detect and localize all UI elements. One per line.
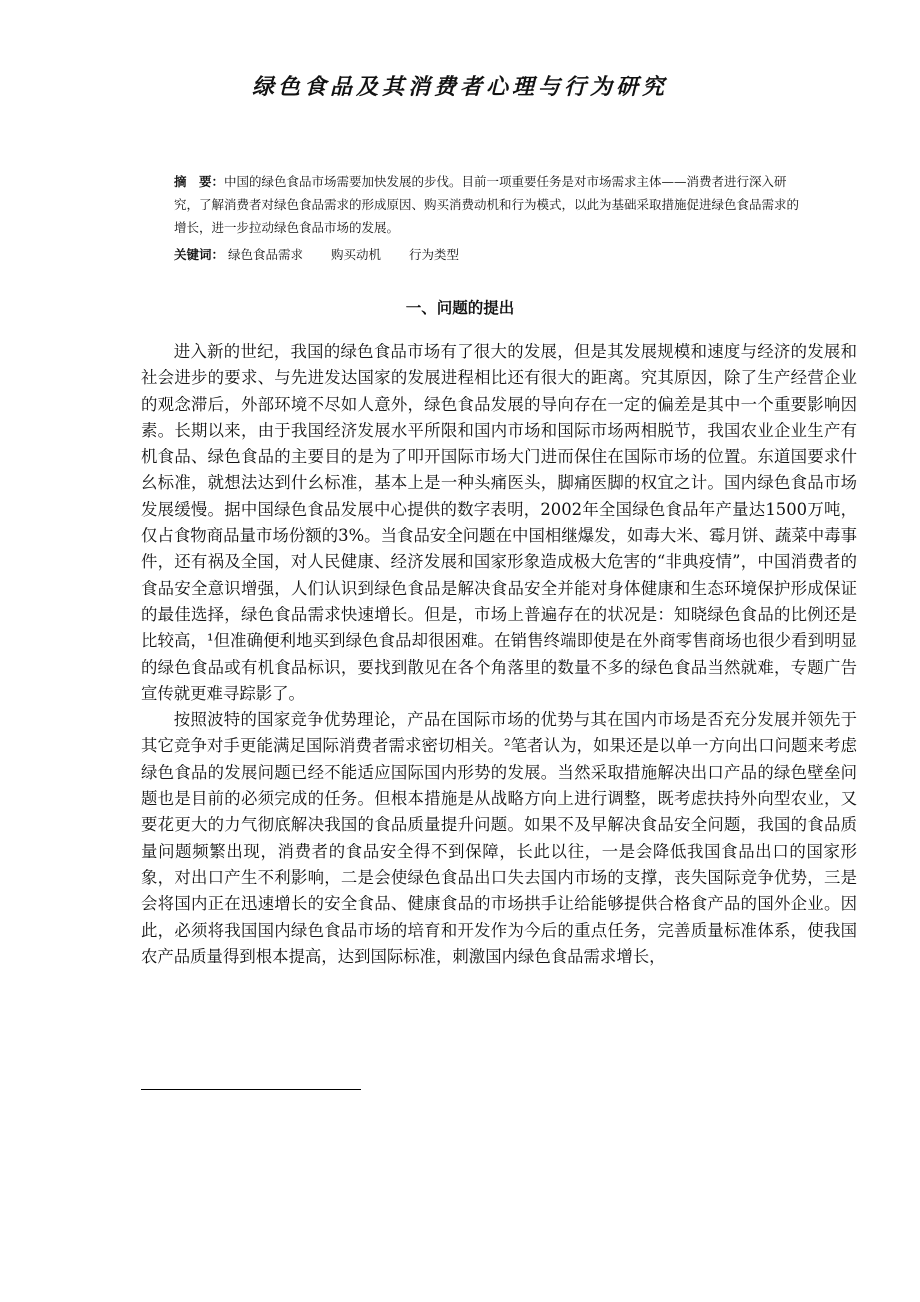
keyword-item: 绿色食品需求 xyxy=(228,247,304,262)
keyword-item: 行为类型 xyxy=(409,247,460,262)
keywords-label: 关键词： xyxy=(174,247,225,262)
section-heading: 一、问题的提出 xyxy=(405,299,515,317)
body-text xyxy=(141,339,857,970)
keywords xyxy=(174,243,483,266)
footnote-separator xyxy=(141,1089,361,1090)
abstract xyxy=(174,170,804,239)
paper-title: 绿色食品及其消费者心理与行为研究 xyxy=(251,74,668,100)
abstract-text: 中国的绿色食品市场需要加快发展的步伐。目前一项重要任务是对市场需求主体——消费者进行深入研究，了解消费者对绿色食品需求的形成原因、购买消费动机和行为模式，以此为基础采取措施促进绿色食品需求的增长，进一步拉动绿色食品市场的发展。 xyxy=(174,174,800,235)
body-paragraph: 进入新的世纪，我国的绿色食品市场有了很大的发展，但是其发展规模和速度与经济的发展和社会进步的要求、与先进发达国家的发展进程相比还有很大的距离。究其原因，除了生产经营企业的观念滞后，外部环境不尽如人意外，绿色食品发展的导向存在一定的偏差是其中一个重要影响因素。长期以来，由于我国经济发展水平所限和国内市场和国际市场两相脱节，我国农业企业生产有机食品、绿色食品的主要目的是为了叩开国际市场大门进而保住在国际市场的位置。东道国要求什幺标准，就想法达到什幺标准，基本上是一种头痛医头，脚痛医脚的权宜之计。国内绿色食品市场发展缓慢。据中国绿色食品发展中心提供的数字表明，2002年全国绿色食品年产量达1500万吨，仅占食物商品量市场份额的3%。当食品安全问题在中国相继爆发，如毒大米、霉月饼、蔬菜中毒事件，还有祸及全国，对人民健康、经济发展和国家形象造成极大危害的“非典疫情”，中国消费者的食品安全意识增强，人们认识到绿色食品是解决食品安全并能对身体健康和生态环境保护形成保证的最佳选择，绿色食品需求快速增长。但是，市场上普遍存在的状况是：知晓绿色食品的比例还是比较高，¹但准确便利地买到绿色食品却很困难。在销售终端即使是在外商零售商场也很少看到明显的绿色食品或有机食品标识，要找到散见在各个角落里的数量不多的绿色食品当然就难，专题广告宣传就更难寻踪影了。 xyxy=(141,342,857,703)
body-paragraph: 按照波特的国家竞争优势理论，产品在国际市场的优势与其在国内市场是否充分发展并领先于其它竞争对手更能满足国际消费者需求密切相关。²笔者认为，如果还是以单一方向出口问题来考虑绿色食品的发展问题已经不能适应国际国内形势的发展。当然采取措施解决出口产品的绿色壁垒问题也是目前的必须完成的任务。但根本措施是从战略方向上进行调整，既考虑扶持外向型农业，又要花更大的力气彻底解决我国的食品质量提升问题。如果不及早解决食品安全问题，我国的食品质量问题频繁出现，消费者的食品安全得不到保障，长此以往，一是会降低我国食品出口的国家形象，对出口产生不利影响，二是会使绿色食品出口失去国内市场的支撑，丧失国际竞争优势，三是会将国内正在迅速增长的安全食品、健康食品的市场拱手让给能够提供合格食产品的国外企业。因此，必须将我国国内绿色食品市场的培育和开发作为今后的重点任务，完善质量标准体系，使我国农产品质量得到根本提高，达到国际标准，刺激国内绿色食品需求增长， xyxy=(141,710,857,966)
abstract-label: 摘 要： xyxy=(174,174,225,189)
keyword-item: 购买动机 xyxy=(331,247,382,262)
